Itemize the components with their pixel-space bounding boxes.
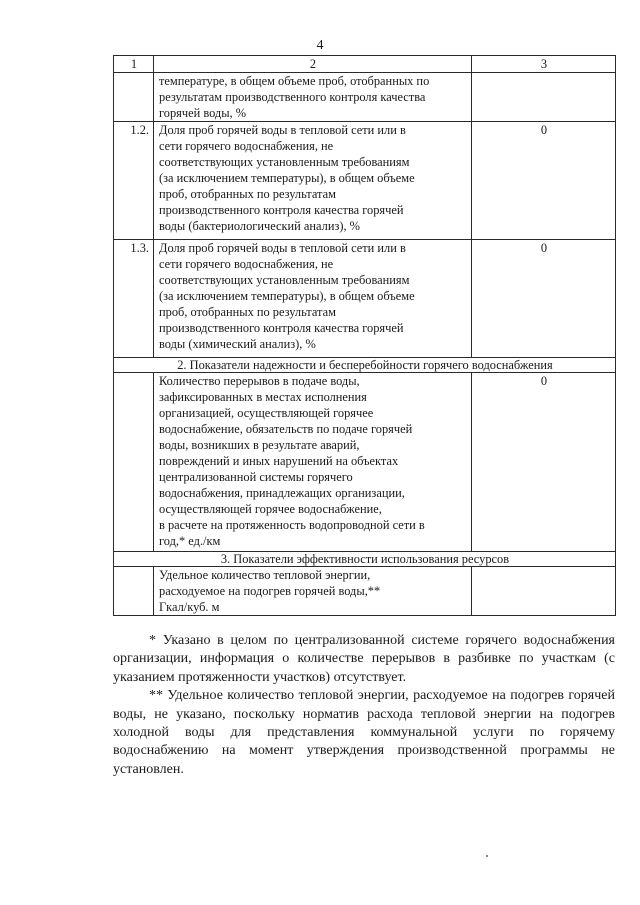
row-number — [114, 73, 154, 122]
section-heading: 3. Показатели эффективности использования ресурсов — [114, 552, 616, 567]
table-header-row — [114, 56, 616, 73]
table-row — [114, 122, 616, 240]
footnote-1: * Указано в целом по централизованной системе горячего водоснабжения организации, информация о количестве перерывов в разбивке по участкам (с указанием протяженности участков) отсутствует. — [113, 633, 615, 685]
indicator-name: Доля проб горячей воды в тепловой сети или в сети горячего водоснабжения, не соответствующих установленным требованиям (за исключением температуры), в общем объеме проб, отобранных по результатам производственного контроля качества горячей воды (химический анализ), % — [154, 240, 472, 358]
page-number: 4 — [316, 38, 324, 53]
table-row — [114, 73, 616, 122]
indicator-value — [472, 567, 616, 616]
table-row — [114, 567, 616, 616]
scan-mark — [486, 855, 488, 857]
indicator-value: 0 — [472, 240, 616, 358]
indicator-name: Доля проб горячей воды в тепловой сети или в сети горячего водоснабжения, не соответствующих установленным требованиям (за исключением температуры), в общем объеме проб, отобранных по результатам производственного контроля качества горячей воды (бактериологический анализ), % — [154, 122, 472, 240]
indicator-name: Удельное количество тепловой энергии, расходуемое на подогрев горячей воды,** Гкал/куб. м — [154, 567, 472, 616]
header-col-3: 3 — [472, 56, 616, 73]
section-heading-row — [114, 358, 616, 373]
row-number — [114, 373, 154, 552]
indicator-value: 0 — [472, 373, 616, 552]
section-heading-row — [114, 552, 616, 567]
header-col-2: 2 — [154, 56, 472, 73]
table-row — [114, 240, 616, 358]
footnote-2: ** Удельное количество тепловой энергии, расходуемое на подогрев горячей воды, не указано, поскольку норматив расхода тепловой энергии на подогрев холодной воды для представления коммунальной услуги по горячему водоснабжению на момент утверждения производственной программы не установлен. — [113, 688, 615, 777]
table-row — [114, 373, 616, 552]
section-heading: 2. Показатели надежности и бесперебойности горячего водоснабжения — [114, 358, 616, 373]
row-number — [114, 567, 154, 616]
header-col-1: 1 — [114, 56, 154, 73]
indicators-table — [113, 55, 616, 616]
indicator-name: Количество перерывов в подаче воды, зафиксированных в местах исполнения организацией, осуществляющей горячее водоснабжение, обязательств по подаче горячей воды, возникших в результате аварий, повреждений и иных нарушений на объектах централизованной системы горячего водоснабжения, принадлежащих организации, осуществляющей горячее водоснабжение, в расчете на протяженность водопроводной сети в год,* ед./км — [154, 373, 472, 552]
footnotes — [113, 632, 615, 779]
row-number: 1.2. — [114, 122, 154, 240]
row-number: 1.3. — [114, 240, 154, 358]
indicator-name: температуре, в общем объеме проб, отобранных по результатам производственного контроля качества горячей воды, % — [154, 73, 472, 122]
indicator-value — [472, 73, 616, 122]
indicator-value: 0 — [472, 122, 616, 240]
